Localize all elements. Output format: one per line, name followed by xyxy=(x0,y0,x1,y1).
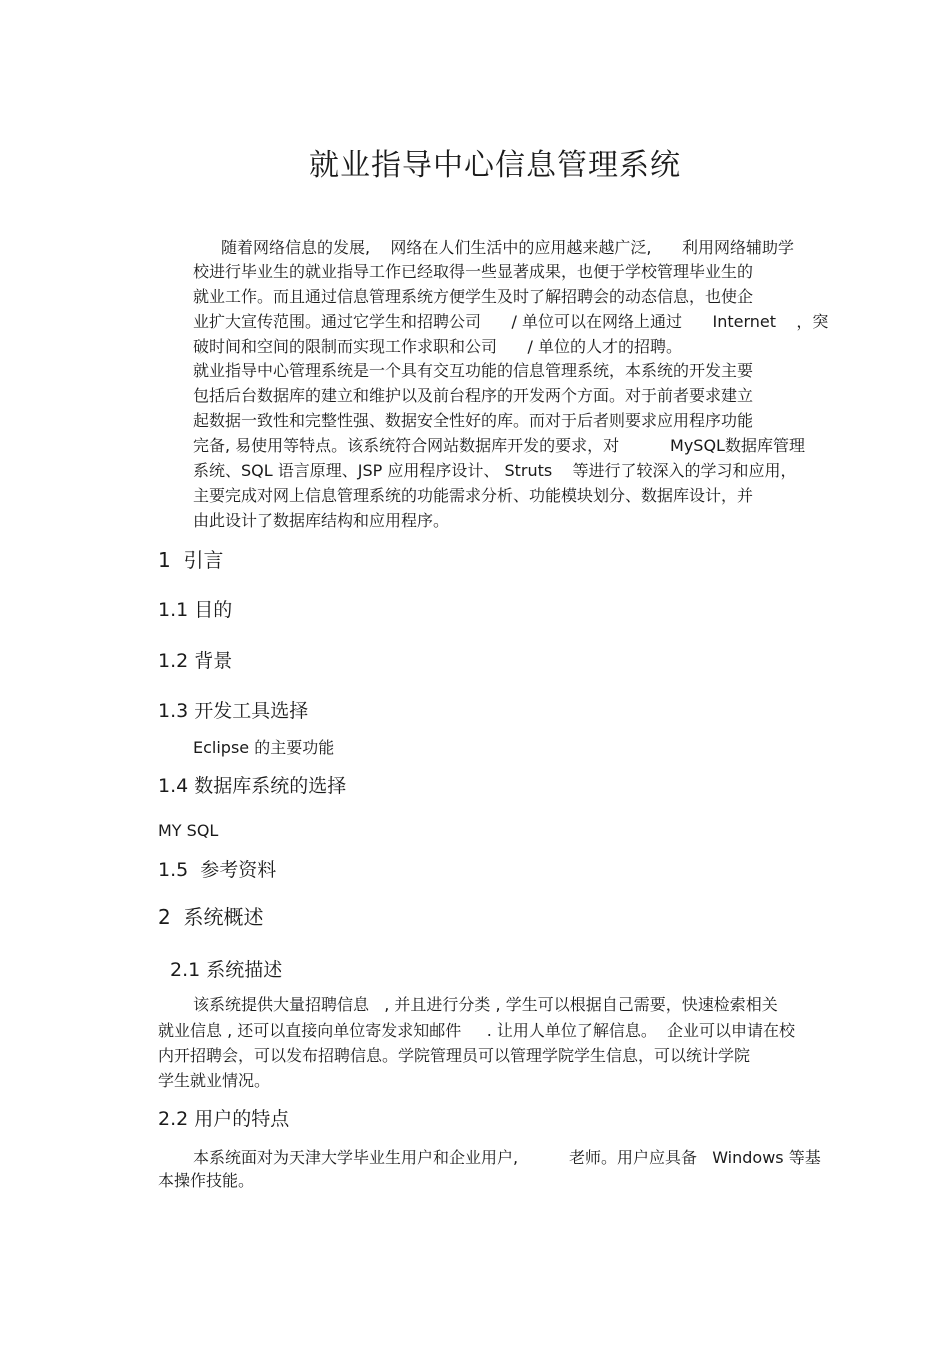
abstract-line: 主要完成对网上信息管理系统的功能需求分析、功能模块划分、数据库设计，并 xyxy=(193,486,754,505)
abstract-line: 随着网络信息的发展, 网络在人们生活中的应用越来越广泛, 利用网络辅助学 xyxy=(221,238,795,257)
abstract-line: 业扩大宣传范围。通过它学生和招聘公司 / 单位可以在网络上通过 Internet ，突 xyxy=(193,312,829,331)
section-heading-1-1: 1.1 目的 xyxy=(158,599,233,621)
body-line: 就业信息 , 还可以直接向单位寄发求知邮件 . 让用人单位了解信息。 企业可以申请在校 xyxy=(158,1021,796,1040)
body-line: 该系统提供大量招聘信息 , 并且进行分类 , 学生可以根据自己需要，快速检索相关 xyxy=(193,995,778,1014)
abstract-line: 就业指导中心管理系统是一个具有交互功能的信息管理系统，本系统的开发主要 xyxy=(193,361,754,380)
body-line: 学生就业情况。 xyxy=(158,1071,271,1090)
abstract-line: 起数据一致性和完整性强、数据安全性好的库。而对于后者则要求应用程序功能 xyxy=(193,411,754,430)
abstract-line: 由此设计了数据库结构和应用程序。 xyxy=(193,511,450,530)
abstract-line: 包括后台数据库的建立和维护以及前台程序的开发两个方面。对于前者要求建立 xyxy=(193,386,754,405)
section-heading-1-3: 1.3 开发工具选择 xyxy=(158,700,309,722)
body-line: 本系统面对为天津大学毕业生用户和企业用户, 老师。用户应具备 Windows 等基 xyxy=(193,1148,821,1167)
section-heading-1-4: 1.4 数据库系统的选择 xyxy=(158,775,347,797)
section-heading-1: 1 引言 xyxy=(158,548,224,572)
abstract-line: 系统、SQL 语言原理、JSP 应用程序设计、 Struts 等进行了较深入的学习和应用， xyxy=(193,461,797,480)
section-heading-2-1: 2.1 系统描述 xyxy=(170,959,283,981)
abstract-line: 校进行毕业生的就业指导工作已经取得一些显著成果，也便于学校管理毕业生的 xyxy=(193,262,754,281)
section-text-1-3: Eclipse 的主要功能 xyxy=(193,738,335,757)
section-heading-1-2: 1.2 背景 xyxy=(158,650,233,672)
document-title: 就业指导中心信息管理系统 xyxy=(309,148,681,183)
body-line: 内开招聘会，可以发布招聘信息。学院管理员可以管理学院学生信息，可以统计学院 xyxy=(158,1046,751,1065)
section-heading-1-5: 1.5 参考资料 xyxy=(158,859,277,881)
abstract-line: 就业工作。而且通过信息管理系统方便学生及时了解招聘会的动态信息，也使企 xyxy=(193,287,754,306)
section-text-1-4: MY SQL xyxy=(158,821,219,840)
section-heading-2: 2 系统概述 xyxy=(158,905,264,929)
abstract-line: 完备, 易使用等特点。该系统符合网站数据库开发的要求，对 MySQL数据库管理 xyxy=(193,436,805,455)
section-heading-2-2: 2.2 用户的特点 xyxy=(158,1108,290,1130)
body-line: 本操作技能。 xyxy=(158,1171,255,1190)
abstract-line: 破时间和空间的限制而实现工作求职和公司 / 单位的人才的招聘。 xyxy=(193,337,682,356)
